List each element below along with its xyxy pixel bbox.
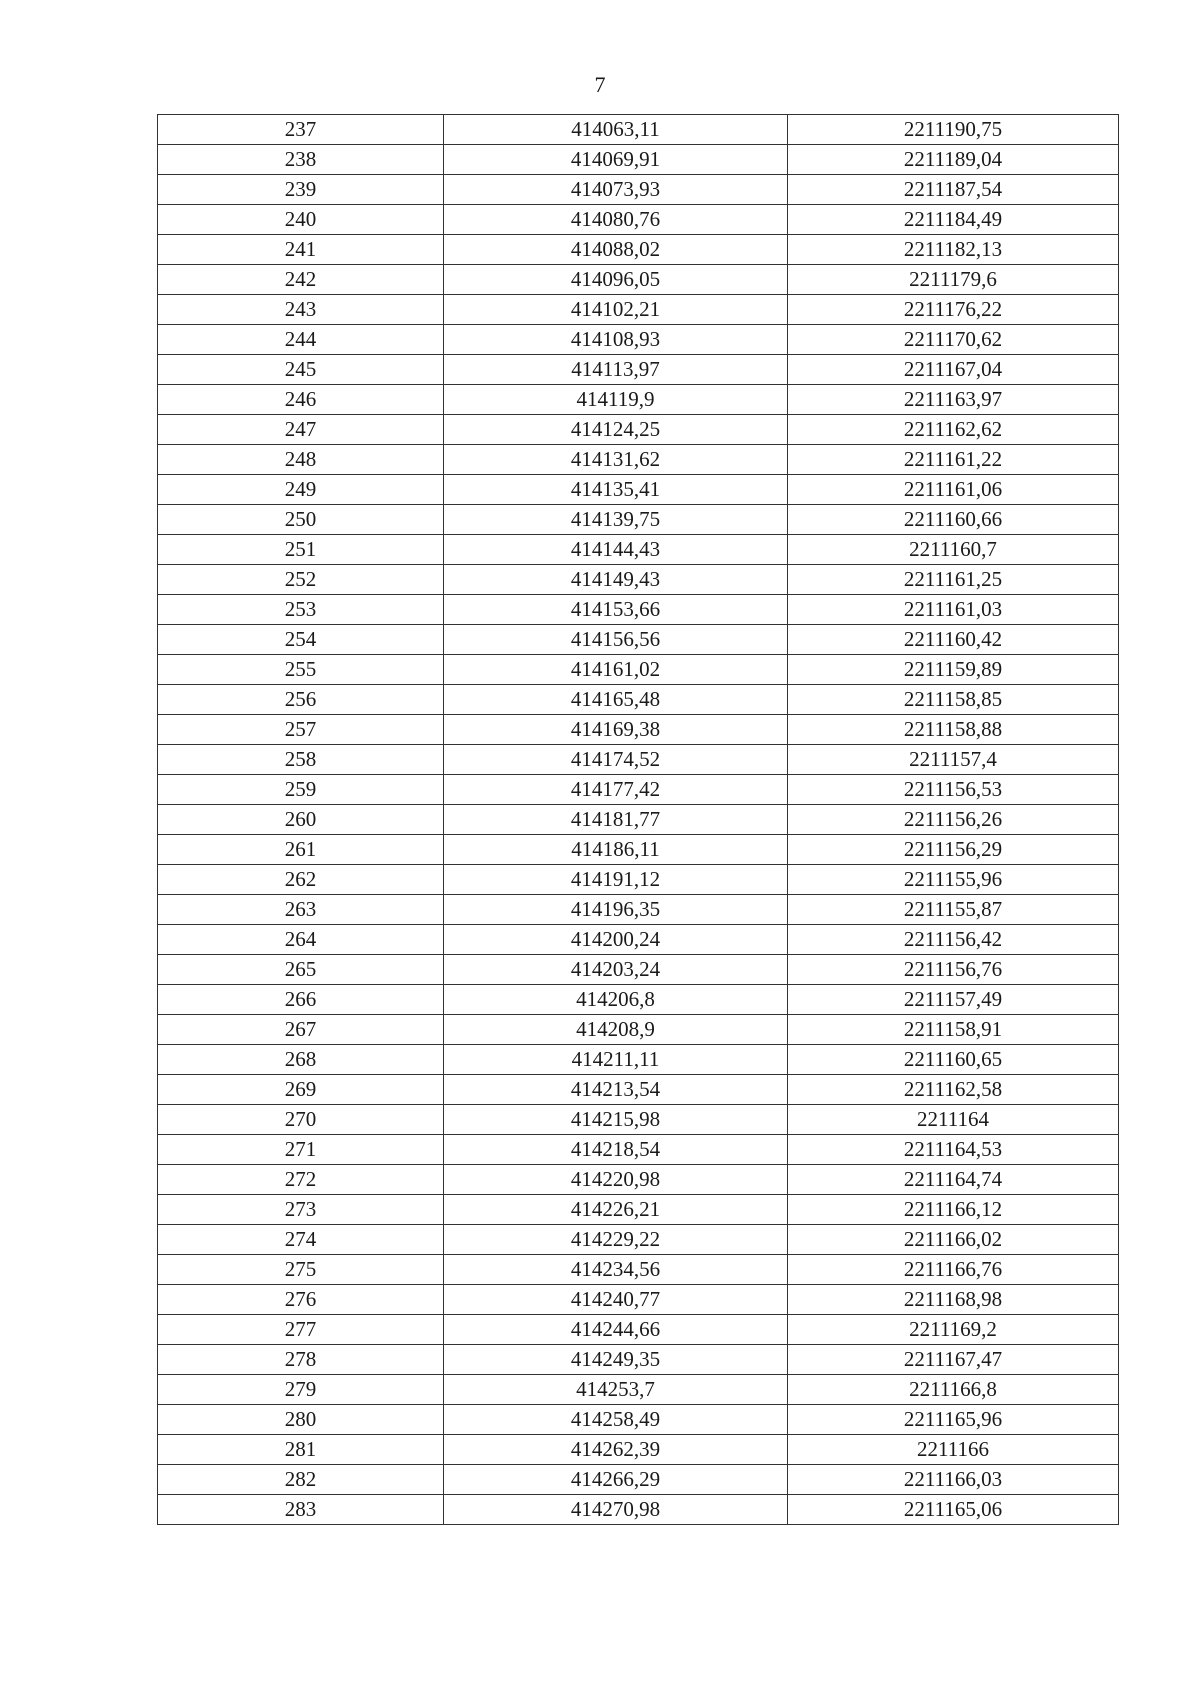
y-coordinate-cell: 2211160,42	[788, 625, 1119, 655]
table-row	[158, 1225, 1119, 1255]
point-number-cell: 262	[158, 865, 444, 895]
x-coordinate-cell: 414253,7	[444, 1375, 788, 1405]
x-coordinate-cell: 414270,98	[444, 1495, 788, 1525]
x-coordinate-cell: 414266,29	[444, 1465, 788, 1495]
y-coordinate-cell: 2211161,22	[788, 445, 1119, 475]
point-number-cell: 278	[158, 1345, 444, 1375]
y-coordinate-cell: 2211163,97	[788, 385, 1119, 415]
point-number-cell: 251	[158, 535, 444, 565]
table-row	[158, 685, 1119, 715]
table-row	[158, 445, 1119, 475]
x-coordinate-cell: 414181,77	[444, 805, 788, 835]
y-coordinate-cell: 2211157,49	[788, 985, 1119, 1015]
point-number-cell: 264	[158, 925, 444, 955]
table-row	[158, 625, 1119, 655]
y-coordinate-cell: 2211158,88	[788, 715, 1119, 745]
table-row	[158, 1075, 1119, 1105]
y-coordinate-cell: 2211164	[788, 1105, 1119, 1135]
y-coordinate-cell: 2211156,76	[788, 955, 1119, 985]
y-coordinate-cell: 2211176,22	[788, 295, 1119, 325]
y-coordinate-cell: 2211165,96	[788, 1405, 1119, 1435]
point-number-cell: 252	[158, 565, 444, 595]
point-number-cell: 242	[158, 265, 444, 295]
y-coordinate-cell: 2211169,2	[788, 1315, 1119, 1345]
x-coordinate-cell: 414174,52	[444, 745, 788, 775]
y-coordinate-cell: 2211190,75	[788, 115, 1119, 145]
y-coordinate-cell: 2211162,58	[788, 1075, 1119, 1105]
x-coordinate-cell: 414156,56	[444, 625, 788, 655]
x-coordinate-cell: 414186,11	[444, 835, 788, 865]
x-coordinate-cell: 414153,66	[444, 595, 788, 625]
x-coordinate-cell: 414208,9	[444, 1015, 788, 1045]
point-number-cell: 247	[158, 415, 444, 445]
y-coordinate-cell: 2211184,49	[788, 205, 1119, 235]
point-number-cell: 271	[158, 1135, 444, 1165]
x-coordinate-cell: 414139,75	[444, 505, 788, 535]
x-coordinate-cell: 414102,21	[444, 295, 788, 325]
x-coordinate-cell: 414206,8	[444, 985, 788, 1015]
table-row	[158, 115, 1119, 145]
x-coordinate-cell: 414149,43	[444, 565, 788, 595]
y-coordinate-cell: 2211159,89	[788, 655, 1119, 685]
table-row	[158, 295, 1119, 325]
point-number-cell: 263	[158, 895, 444, 925]
x-coordinate-cell: 414211,11	[444, 1045, 788, 1075]
table-row	[158, 1315, 1119, 1345]
x-coordinate-cell: 414080,76	[444, 205, 788, 235]
point-number-cell: 243	[158, 295, 444, 325]
table-row	[158, 355, 1119, 385]
table-row	[158, 1255, 1119, 1285]
x-coordinate-cell: 414203,24	[444, 955, 788, 985]
x-coordinate-cell: 414108,93	[444, 325, 788, 355]
table-row	[158, 175, 1119, 205]
x-coordinate-cell: 414063,11	[444, 115, 788, 145]
table-row	[158, 205, 1119, 235]
point-number-cell: 250	[158, 505, 444, 535]
y-coordinate-cell: 2211189,04	[788, 145, 1119, 175]
table-row	[158, 505, 1119, 535]
point-number-cell: 280	[158, 1405, 444, 1435]
point-number-cell: 282	[158, 1465, 444, 1495]
table-row	[158, 1345, 1119, 1375]
table-row	[158, 1465, 1119, 1495]
point-number-cell: 245	[158, 355, 444, 385]
y-coordinate-cell: 2211164,74	[788, 1165, 1119, 1195]
table-row	[158, 535, 1119, 565]
table-row	[158, 1045, 1119, 1075]
x-coordinate-cell: 414213,54	[444, 1075, 788, 1105]
x-coordinate-cell: 414244,66	[444, 1315, 788, 1345]
y-coordinate-cell: 2211160,7	[788, 535, 1119, 565]
x-coordinate-cell: 414262,39	[444, 1435, 788, 1465]
table-row	[158, 1495, 1119, 1525]
point-number-cell: 240	[158, 205, 444, 235]
x-coordinate-cell: 414215,98	[444, 1105, 788, 1135]
table-row	[158, 1195, 1119, 1225]
point-number-cell: 237	[158, 115, 444, 145]
y-coordinate-cell: 2211160,65	[788, 1045, 1119, 1075]
x-coordinate-cell: 414249,35	[444, 1345, 788, 1375]
y-coordinate-cell: 2211167,47	[788, 1345, 1119, 1375]
x-coordinate-cell: 414200,24	[444, 925, 788, 955]
table-row	[158, 385, 1119, 415]
point-number-cell: 279	[158, 1375, 444, 1405]
table-row	[158, 265, 1119, 295]
table-row	[158, 145, 1119, 175]
y-coordinate-cell: 2211161,25	[788, 565, 1119, 595]
table-row	[158, 325, 1119, 355]
x-coordinate-cell: 414177,42	[444, 775, 788, 805]
point-number-cell: 241	[158, 235, 444, 265]
table-row	[158, 805, 1119, 835]
table-row	[158, 745, 1119, 775]
table-row	[158, 415, 1119, 445]
y-coordinate-cell: 2211165,06	[788, 1495, 1119, 1525]
point-number-cell: 267	[158, 1015, 444, 1045]
y-coordinate-cell: 2211166,03	[788, 1465, 1119, 1495]
y-coordinate-cell: 2211156,26	[788, 805, 1119, 835]
point-number-cell: 255	[158, 655, 444, 685]
table-row	[158, 955, 1119, 985]
x-coordinate-cell: 414234,56	[444, 1255, 788, 1285]
page-number: 7	[594, 72, 606, 97]
point-number-cell: 254	[158, 625, 444, 655]
x-coordinate-cell: 414191,12	[444, 865, 788, 895]
y-coordinate-cell: 2211179,6	[788, 265, 1119, 295]
x-coordinate-cell: 414096,05	[444, 265, 788, 295]
y-coordinate-cell: 2211156,53	[788, 775, 1119, 805]
x-coordinate-cell: 414229,22	[444, 1225, 788, 1255]
point-number-cell: 239	[158, 175, 444, 205]
x-coordinate-cell: 414144,43	[444, 535, 788, 565]
point-number-cell: 269	[158, 1075, 444, 1105]
x-coordinate-cell: 414258,49	[444, 1405, 788, 1435]
table-row	[158, 595, 1119, 625]
coordinates-table	[157, 114, 1119, 1525]
table-row	[158, 1285, 1119, 1315]
y-coordinate-cell: 2211158,91	[788, 1015, 1119, 1045]
y-coordinate-cell: 2211156,29	[788, 835, 1119, 865]
x-coordinate-cell: 414069,91	[444, 145, 788, 175]
point-number-cell: 257	[158, 715, 444, 745]
point-number-cell: 261	[158, 835, 444, 865]
point-number-cell: 244	[158, 325, 444, 355]
y-coordinate-cell: 2211155,96	[788, 865, 1119, 895]
table-row	[158, 835, 1119, 865]
y-coordinate-cell: 2211157,4	[788, 745, 1119, 775]
y-coordinate-cell: 2211182,13	[788, 235, 1119, 265]
x-coordinate-cell: 414161,02	[444, 655, 788, 685]
point-number-cell: 281	[158, 1435, 444, 1465]
point-number-cell: 260	[158, 805, 444, 835]
x-coordinate-cell: 414196,35	[444, 895, 788, 925]
table-row	[158, 235, 1119, 265]
point-number-cell: 256	[158, 685, 444, 715]
point-number-cell: 253	[158, 595, 444, 625]
point-number-cell: 268	[158, 1045, 444, 1075]
x-coordinate-cell: 414124,25	[444, 415, 788, 445]
point-number-cell: 258	[158, 745, 444, 775]
table-row	[158, 775, 1119, 805]
table-row	[158, 1015, 1119, 1045]
point-number-cell: 274	[158, 1225, 444, 1255]
point-number-cell: 259	[158, 775, 444, 805]
y-coordinate-cell: 2211166,8	[788, 1375, 1119, 1405]
y-coordinate-cell: 2211166,12	[788, 1195, 1119, 1225]
point-number-cell: 283	[158, 1495, 444, 1525]
point-number-cell: 273	[158, 1195, 444, 1225]
y-coordinate-cell: 2211158,85	[788, 685, 1119, 715]
point-number-cell: 246	[158, 385, 444, 415]
y-coordinate-cell: 2211170,62	[788, 325, 1119, 355]
x-coordinate-cell: 414169,38	[444, 715, 788, 745]
coordinates-table-body	[158, 115, 1119, 1525]
point-number-cell: 275	[158, 1255, 444, 1285]
y-coordinate-cell: 2211167,04	[788, 355, 1119, 385]
table-row	[158, 895, 1119, 925]
table-row	[158, 1105, 1119, 1135]
y-coordinate-cell: 2211187,54	[788, 175, 1119, 205]
y-coordinate-cell: 2211161,03	[788, 595, 1119, 625]
point-number-cell: 265	[158, 955, 444, 985]
x-coordinate-cell: 414088,02	[444, 235, 788, 265]
table-row	[158, 985, 1119, 1015]
y-coordinate-cell: 2211160,66	[788, 505, 1119, 535]
x-coordinate-cell: 414119,9	[444, 385, 788, 415]
y-coordinate-cell: 2211161,06	[788, 475, 1119, 505]
x-coordinate-cell: 414113,97	[444, 355, 788, 385]
table-row	[158, 1135, 1119, 1165]
y-coordinate-cell: 2211164,53	[788, 1135, 1119, 1165]
y-coordinate-cell: 2211162,62	[788, 415, 1119, 445]
x-coordinate-cell: 414240,77	[444, 1285, 788, 1315]
table-row	[158, 1435, 1119, 1465]
point-number-cell: 249	[158, 475, 444, 505]
table-row	[158, 475, 1119, 505]
y-coordinate-cell: 2211166,76	[788, 1255, 1119, 1285]
x-coordinate-cell: 414131,62	[444, 445, 788, 475]
point-number-cell: 238	[158, 145, 444, 175]
table-row	[158, 1165, 1119, 1195]
table-row	[158, 565, 1119, 595]
point-number-cell: 266	[158, 985, 444, 1015]
y-coordinate-cell: 2211168,98	[788, 1285, 1119, 1315]
x-coordinate-cell: 414073,93	[444, 175, 788, 205]
table-row	[158, 1375, 1119, 1405]
y-coordinate-cell: 2211155,87	[788, 895, 1119, 925]
point-number-cell: 270	[158, 1105, 444, 1135]
table-row	[158, 715, 1119, 745]
x-coordinate-cell: 414220,98	[444, 1165, 788, 1195]
y-coordinate-cell: 2211156,42	[788, 925, 1119, 955]
point-number-cell: 277	[158, 1315, 444, 1345]
table-row	[158, 925, 1119, 955]
x-coordinate-cell: 414218,54	[444, 1135, 788, 1165]
y-coordinate-cell: 2211166	[788, 1435, 1119, 1465]
table-row	[158, 865, 1119, 895]
table-row	[158, 1405, 1119, 1435]
point-number-cell: 272	[158, 1165, 444, 1195]
point-number-cell: 276	[158, 1285, 444, 1315]
point-number-cell: 248	[158, 445, 444, 475]
x-coordinate-cell: 414165,48	[444, 685, 788, 715]
x-coordinate-cell: 414226,21	[444, 1195, 788, 1225]
x-coordinate-cell: 414135,41	[444, 475, 788, 505]
y-coordinate-cell: 2211166,02	[788, 1225, 1119, 1255]
table-row	[158, 655, 1119, 685]
